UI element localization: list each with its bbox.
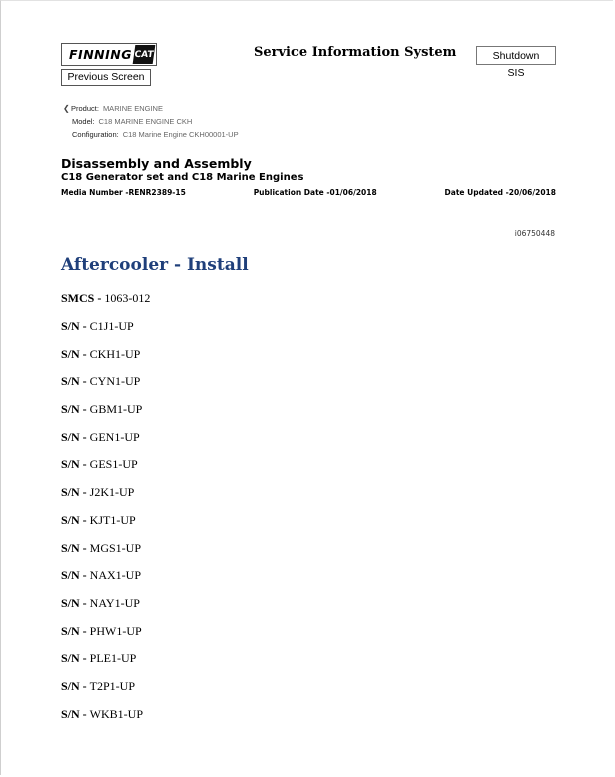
sn-value: GBM1-UP xyxy=(89,402,143,417)
list-item xyxy=(61,651,143,679)
list-item xyxy=(61,319,143,347)
sn-label: S/N - xyxy=(61,485,90,500)
sn-label: S/N - xyxy=(61,540,90,555)
finning-cat-logo xyxy=(61,43,157,66)
list-item xyxy=(61,485,143,513)
sn-label: S/N - xyxy=(61,706,90,721)
document-title: Disassembly and Assembly xyxy=(61,156,252,171)
shutdown-sis-button[interactable]: Shutdown SIS xyxy=(476,46,556,65)
breadcrumb xyxy=(63,102,239,141)
media-number: Media Number -RENR2389-15 xyxy=(61,188,186,197)
sn-value: MGS1-UP xyxy=(89,540,142,555)
sn-label: S/N - xyxy=(61,623,90,638)
smcs-label: SMCS - xyxy=(61,291,105,305)
smcs-line xyxy=(61,291,150,306)
serial-number-list xyxy=(61,319,143,734)
sn-value: PHW1-UP xyxy=(89,623,142,638)
sn-value: WKB1-UP xyxy=(89,706,144,721)
breadcrumb-model xyxy=(63,115,239,128)
sn-value: CYN1-UP xyxy=(89,374,141,389)
sn-label: S/N - xyxy=(61,319,90,333)
publication-date: Publication Date -01/06/2018 xyxy=(253,188,377,197)
sn-value: GEN1-UP xyxy=(89,429,140,444)
smcs-value: 1063-012 xyxy=(104,291,151,305)
list-item xyxy=(61,402,143,430)
list-item xyxy=(61,596,143,624)
system-title: Service Information System xyxy=(254,45,457,60)
sn-value: KJT1-UP xyxy=(89,512,136,527)
product-value: MARINE ENGINE xyxy=(102,104,163,113)
config-value: C18 Marine Engine CKH00001-UP xyxy=(122,130,239,139)
sn-value: J2K1-UP xyxy=(89,485,135,500)
list-item xyxy=(61,679,143,707)
previous-screen-button[interactable]: Previous Screen xyxy=(61,69,151,86)
list-item xyxy=(61,457,143,485)
list-item xyxy=(61,568,143,596)
logo-text: FINNING xyxy=(69,47,132,62)
date-updated: Date Updated -20/06/2018 xyxy=(444,188,556,197)
sn-label: S/N - xyxy=(61,429,90,444)
list-item xyxy=(61,707,143,735)
model-value: C18 MARINE ENGINE CKH xyxy=(98,117,193,126)
list-item xyxy=(61,624,143,652)
cat-badge: CAT xyxy=(133,45,156,64)
document-subtitle: C18 Generator set and C18 Marine Engines xyxy=(61,172,304,183)
sn-value: PLE1-UP xyxy=(89,651,137,666)
chevron-left-icon: ❮ xyxy=(63,104,70,113)
page-title: Aftercooler - Install xyxy=(61,255,249,275)
config-key: Configuration: xyxy=(72,130,119,139)
model-key: Model: xyxy=(72,117,95,126)
sn-value: NAX1-UP xyxy=(89,568,142,583)
list-item xyxy=(61,430,143,458)
document-id: i06750448 xyxy=(514,229,555,238)
list-item xyxy=(61,513,143,541)
sn-label: S/N - xyxy=(61,374,90,389)
sn-value: C1J1-UP xyxy=(89,319,134,333)
breadcrumb-product[interactable] xyxy=(63,102,239,115)
breadcrumb-configuration xyxy=(63,128,239,141)
sn-value: T2P1-UP xyxy=(89,678,136,693)
sn-label: S/N - xyxy=(61,651,90,666)
sn-label: S/N - xyxy=(61,568,90,583)
list-item xyxy=(61,374,143,402)
sn-label: S/N - xyxy=(61,595,90,610)
sn-value: GES1-UP xyxy=(89,457,138,472)
sn-value: CKH1-UP xyxy=(89,346,141,361)
sn-label: S/N - xyxy=(61,346,90,361)
sn-label: S/N - xyxy=(61,402,90,417)
sn-label: S/N - xyxy=(61,457,90,472)
sn-label: S/N - xyxy=(61,512,90,527)
sn-label: S/N - xyxy=(61,678,90,693)
list-item xyxy=(61,347,143,375)
sn-value: NAY1-UP xyxy=(89,595,140,610)
document-meta xyxy=(61,188,556,197)
list-item xyxy=(61,541,143,569)
product-key: Product: xyxy=(71,104,99,113)
